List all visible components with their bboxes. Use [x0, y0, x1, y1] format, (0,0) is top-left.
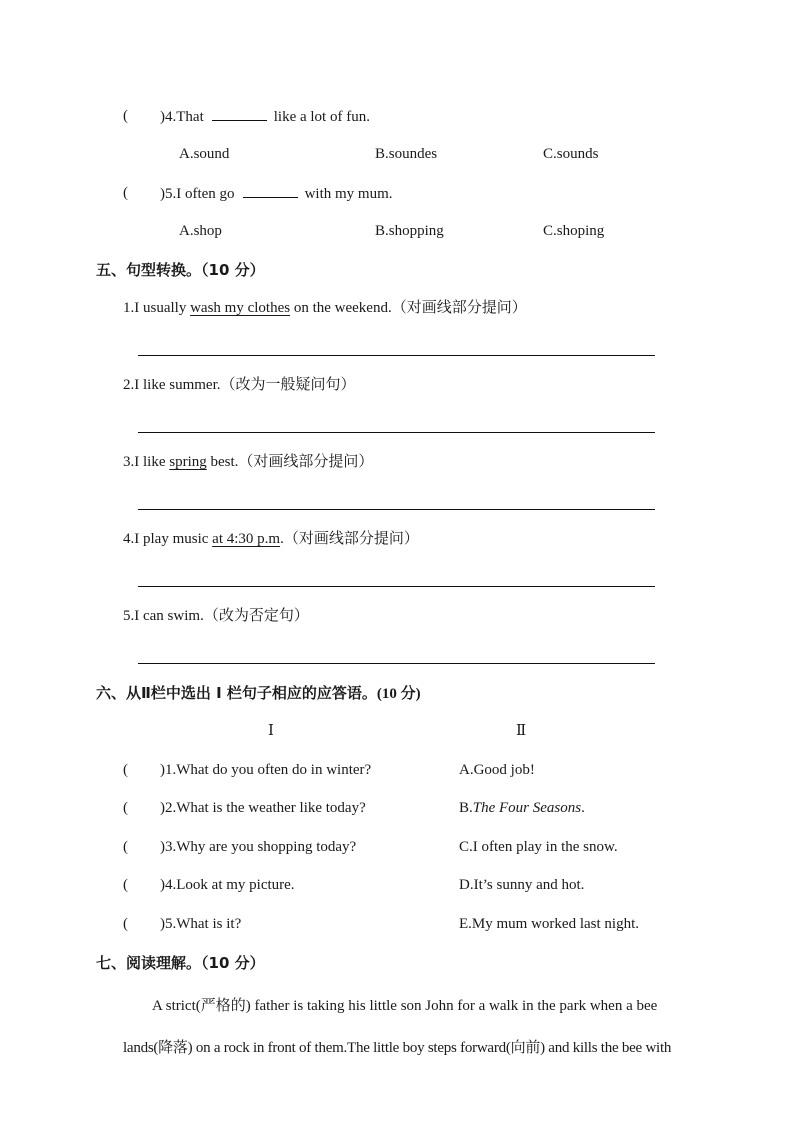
item-text: 1.I usually: [123, 300, 191, 316]
answer-paren: (: [123, 839, 128, 855]
item-text: .: [280, 531, 284, 547]
underlined-part: wash my clothes: [190, 300, 291, 316]
transform-item-4: [123, 529, 419, 549]
section-score: (10 分): [376, 686, 421, 702]
item-text: 2.I like summer.: [123, 377, 221, 393]
answer-line[interactable]: [138, 432, 655, 433]
match-answer-e: E.My mum worked last night.: [459, 916, 639, 932]
match-question-5: )5.What is it?: [160, 916, 242, 932]
section-title: 七、阅读理解。: [96, 954, 202, 972]
question-4: [160, 106, 370, 127]
item-instruction: （对画线部分提问）: [391, 300, 527, 316]
section-title: 六、从Ⅱ栏中选出 I 栏句子相应的应答语。: [96, 684, 377, 702]
option-a: A.shop: [179, 223, 222, 239]
answer-paren: (: [123, 800, 128, 816]
question-5-text: )5.I often go: [160, 186, 235, 202]
option-b: B.shopping: [375, 223, 444, 239]
transform-item-2: [123, 375, 356, 395]
option-a: A.sound: [179, 146, 230, 162]
item-text: 5.I can swim.: [123, 608, 204, 624]
item-text: 3.I like: [123, 454, 170, 470]
section-score: （10 分）: [201, 954, 265, 972]
question-5: [160, 183, 392, 204]
reading-passage-line-2: lands(降落) on a rock in front of them.The little boy steps forward(向前) and kills the bee with: [123, 1040, 672, 1056]
item-instruction: （改为否定句）: [203, 608, 309, 624]
option-b: B.soundes: [375, 146, 438, 162]
answer-paren: (: [123, 877, 128, 893]
answer-line[interactable]: [138, 586, 655, 587]
answer-end: .: [581, 800, 585, 816]
match-question-3: )3.Why are you shopping today?: [160, 839, 357, 855]
answer-paren: (: [123, 185, 128, 201]
item-text: on the weekend.: [290, 300, 392, 316]
section-6-heading: [96, 683, 421, 704]
book-title: The Four Seasons: [472, 800, 582, 816]
item-text: best.: [206, 454, 239, 470]
option-c: C.sounds: [543, 146, 599, 162]
transform-item-5: [123, 606, 309, 626]
answer-line[interactable]: [138, 355, 655, 356]
match-answer-d: D.It’s sunny and hot.: [459, 877, 585, 893]
item-instruction: （对画线部分提问）: [238, 454, 374, 470]
answer-paren: (: [123, 108, 128, 124]
column-2-header: Ⅱ: [516, 723, 527, 739]
answer-line[interactable]: [138, 663, 655, 664]
question-5-tail: with my mum.: [304, 186, 393, 202]
match-answer-c: C.I often play in the snow.: [459, 839, 618, 855]
item-instruction: （改为一般疑问句）: [220, 377, 356, 393]
answer-line[interactable]: [138, 509, 655, 510]
underlined-part: spring: [169, 454, 207, 470]
section-score: （10 分）: [201, 261, 265, 279]
transform-item-1: [123, 298, 527, 318]
transform-item-3: [123, 452, 373, 472]
reading-passage-line-1: A strict(严格的) father is taking his little son John for a walk in the park when a bee: [152, 998, 658, 1014]
underlined-part: at 4:30 p.m: [212, 531, 281, 547]
answer-paren: (: [123, 916, 128, 932]
match-answer-b: [459, 798, 585, 818]
answer-letter: B.: [459, 800, 473, 816]
answer-paren: (: [123, 762, 128, 778]
match-answer-a: A.Good job!: [459, 762, 535, 778]
section-5-heading: [96, 260, 265, 280]
match-question-4: )4.Look at my picture.: [160, 877, 295, 893]
item-text: 4.I play music: [123, 531, 213, 547]
fill-blank[interactable]: [212, 106, 267, 121]
section-7-heading: [96, 953, 265, 973]
fill-blank[interactable]: [243, 183, 298, 198]
section-title: 五、句型转换。: [96, 261, 202, 279]
match-question-2: )2.What is the weather like today?: [160, 800, 366, 816]
column-1-header: Ⅰ: [268, 723, 274, 739]
question-4-tail: like a lot of fun.: [273, 109, 370, 125]
question-4-text: )4.That: [160, 109, 204, 125]
option-c: C.shoping: [543, 223, 605, 239]
match-question-1: )1.What do you often do in winter?: [160, 762, 372, 778]
item-instruction: （对画线部分提问）: [283, 531, 419, 547]
